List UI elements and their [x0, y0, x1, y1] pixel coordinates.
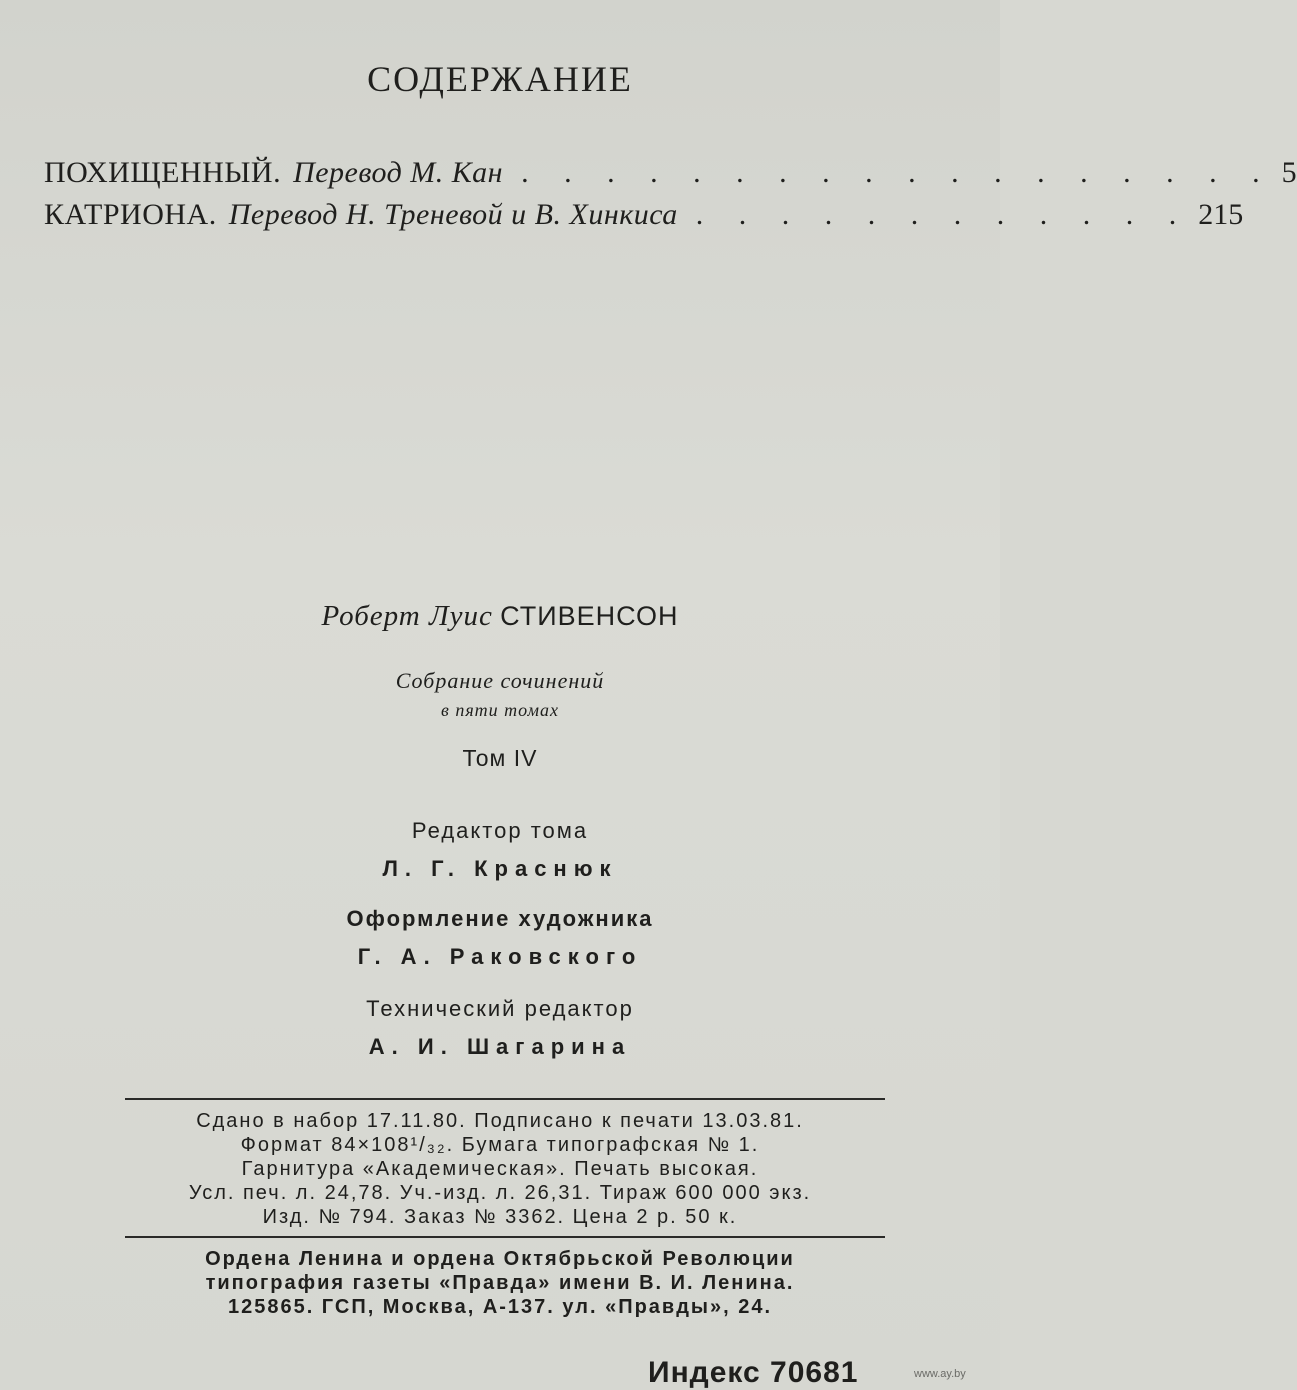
toc-page-number: 215	[1198, 198, 1244, 231]
volume-number: Том IV	[462, 745, 538, 771]
divider	[125, 1236, 885, 1238]
volumes-count: в пяти томах	[441, 700, 559, 720]
toc-translation: Перевод М. Кан	[293, 156, 504, 189]
author-name	[0, 600, 1000, 633]
toc-entry	[44, 198, 1244, 232]
credit-label: Редактор тома	[411, 818, 589, 843]
author-last-name: СТИВЕНСОН	[500, 601, 679, 631]
credit-name: А. И. Шагарина	[368, 1034, 632, 1059]
imprint-line: Гарнитура «Академическая». Печать высокая.	[241, 1158, 759, 1180]
catalog-index: Индекс 70681	[648, 1356, 859, 1389]
imprint-line: Изд. № 794. Заказ № 3362. Цена 2 р. 50 к.	[262, 1206, 738, 1228]
toc-translation: Перевод Н. Треневой и В. Хинкиса	[228, 198, 678, 231]
divider	[125, 1098, 885, 1100]
toc-leader-dots: . . . . . . . . . . . . . . . . . .	[521, 156, 1274, 189]
toc-entry	[44, 156, 1297, 190]
credit-label: Оформление художника	[346, 906, 654, 931]
author-first-name: Роберт Луис	[321, 600, 493, 632]
imprint-line: Формат 84×108¹/₃₂. Бумага типографская № 1.	[240, 1134, 760, 1156]
toc-work-title: ПОХИЩЕННЫЙ.	[44, 156, 282, 189]
printer-line: типография газеты «Правда» имени В. И. Ленина.	[205, 1272, 795, 1294]
printer-line: 125865. ГСП, Москва, А-137. ул. «Правды», 24.	[227, 1296, 773, 1318]
toc-page-number: 5	[1281, 156, 1297, 189]
credit-label: Технический редактор	[366, 996, 634, 1021]
collected-works-title: Собрание сочинений	[395, 668, 605, 693]
site-watermark: www.ay.by	[914, 1368, 966, 1380]
imprint-line: Усл. печ. л. 24,78. Уч.-изд. л. 26,31. Тираж 600 000 экз.	[188, 1182, 812, 1204]
imprint-line: Сдано в набор 17.11.80. Подписано к печати 13.03.81.	[196, 1110, 804, 1132]
contents-heading: СОДЕРЖАНИЕ	[367, 59, 633, 99]
credit-name: Л. Г. Краснюк	[382, 856, 618, 881]
toc-leader-dots: . . . . . . . . . . . .	[695, 198, 1191, 231]
toc-work-title: КАТРИОНА.	[44, 198, 217, 231]
credit-name: Г. А. Раковского	[357, 944, 643, 969]
printer-line: Ордена Ленина и ордена Октябрьской Революции	[205, 1248, 795, 1270]
